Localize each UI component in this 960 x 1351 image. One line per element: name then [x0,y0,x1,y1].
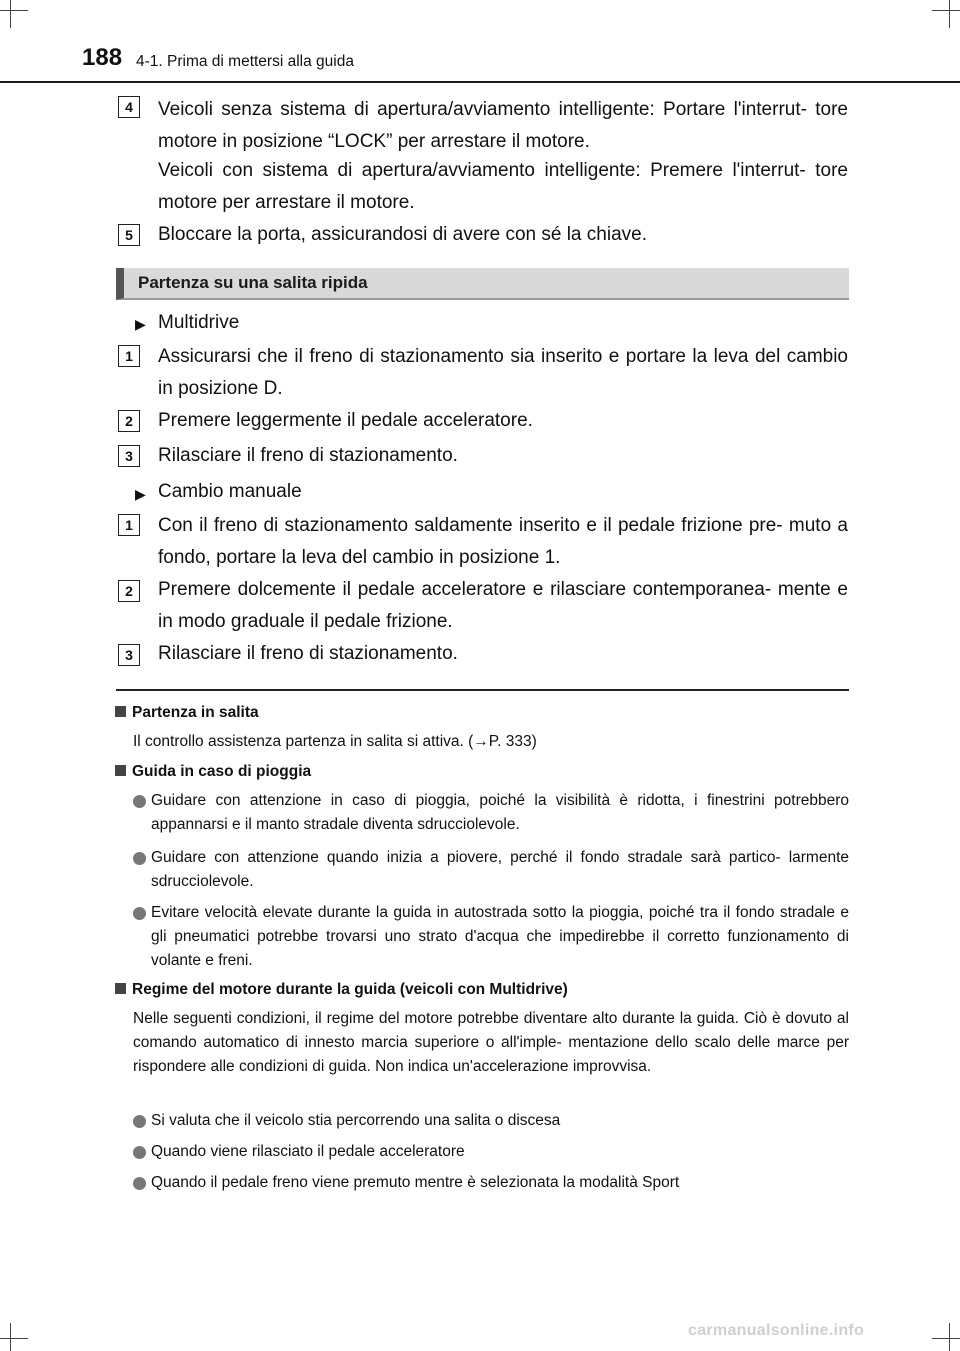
crop-mark [932,10,960,11]
round-bullet-icon [133,1177,146,1190]
bullet-text: Evitare velocità elevate durante la guida in autostrada sotto la pioggia, poiché tra il fondo stradale e gli pneumatici potrebbe trovarsi uno strato d'acqua che impedirebbe il corretto funzionamento di volante e freni. [151,904,849,969]
step-number-box: 2 [118,410,140,432]
round-bullet-icon [133,1146,146,1159]
subsection-label: Cambio manuale [158,481,302,502]
bullet-text: Guidare con attenzione in caso di pioggia, poiché la visibilità è ridotta, i finestrini potrebbero appannarsi e il manto stradale diventa sdrucciolevole. [151,792,849,833]
triangle-bullet-icon: ▶ [135,316,146,332]
step-number-box: 3 [118,445,140,467]
note-text: Il controllo assistenza partenza in salita si attiva. (→P. 333) [133,733,537,750]
step-text: Premere leggermente il pedale acceleratore. [158,410,533,431]
step-text: Con il freno di stazionamento saldamente inserito e il pedale frizione pre- muto a fondo, portare la leva del cambio in posizione 1. [158,515,848,568]
section-title: Partenza su una salita ripida [138,273,368,292]
step-text: Rilasciare il freno di stazionamento. [158,445,458,466]
round-bullet-icon [133,795,146,808]
crop-mark [932,1338,960,1339]
page-number: 188 [82,44,123,71]
bullet-text: Si valuta che il veicolo stia percorrendo una salita o discesa [151,1112,561,1129]
step-number-box: 1 [118,514,140,536]
crop-mark [10,0,11,28]
step-text: Veicoli con sistema di apertura/avviamento intelligente: Premere l'interrut- tore motore per arrestare il motore. [158,160,848,213]
notes-divider [116,689,849,691]
round-bullet-icon [133,907,146,920]
crop-mark [0,1338,28,1339]
crop-mark [0,10,28,11]
note-heading: Guida in caso di pioggia [115,762,311,782]
note-heading: Partenza in salita [115,703,259,723]
section-heading-band [116,268,849,300]
step-text: Veicoli senza sistema di apertura/avviamento intelligente: Portare l'interrut- tore motore in posizione “LOCK” per arrestare il motore. [158,99,848,152]
bullet-text: Guidare con attenzione quando inizia a piovere, perché il fondo stradale sarà partico- larmente sdrucciolevole. [151,849,849,890]
step-text: Assicurarsi che il freno di stazionamento sia inserito e portare la leva del cambio in posizione D. [158,346,848,399]
step-text: Bloccare la porta, assicurandosi di avere con sé la chiave. [158,224,647,245]
step-number-box: 3 [118,644,140,666]
chapter-title: 4-1. Prima di mettersi alla guida [136,53,354,70]
subsection-label: Multidrive [158,312,240,333]
header-rule [0,81,960,83]
note-heading: Regime del motore durante la guida (veicoli con Multidrive) [115,980,568,1000]
note-text: Nelle seguenti condizioni, il regime del motore potrebbe diventare alto durante la guida. Ciò è dovuto al comando automatico di innesto marcia superiore o all'imple- mentazione dello scalo delle marce per rispondere alle condizioni di guida. Non indica un'accelerazione improvvisa. [133,1010,849,1075]
square-bullet-icon [115,765,126,776]
square-bullet-icon [115,983,126,994]
step-text: Rilasciare il freno di stazionamento. [158,643,458,664]
bullet-text: Quando il pedale freno viene premuto mentre è selezionata la modalità Sport [151,1174,680,1191]
round-bullet-icon [133,852,146,865]
crop-mark [10,1323,11,1351]
step-number-box: 4 [118,96,140,118]
triangle-bullet-icon: ▶ [135,486,146,502]
crop-mark [949,0,950,28]
square-bullet-icon [115,706,126,717]
step-text: Premere dolcemente il pedale acceleratore e rilasciare contemporanea- mente e in modo graduale il pedale frizione. [158,579,848,632]
crop-mark [949,1323,950,1351]
step-number-box: 5 [118,224,140,246]
round-bullet-icon [133,1115,146,1128]
step-number-box: 1 [118,345,140,367]
bullet-text: Quando viene rilasciato il pedale acceleratore [151,1143,465,1160]
step-number-box: 2 [118,580,140,602]
watermark-text: carmanualsonline.info [688,1322,865,1339]
